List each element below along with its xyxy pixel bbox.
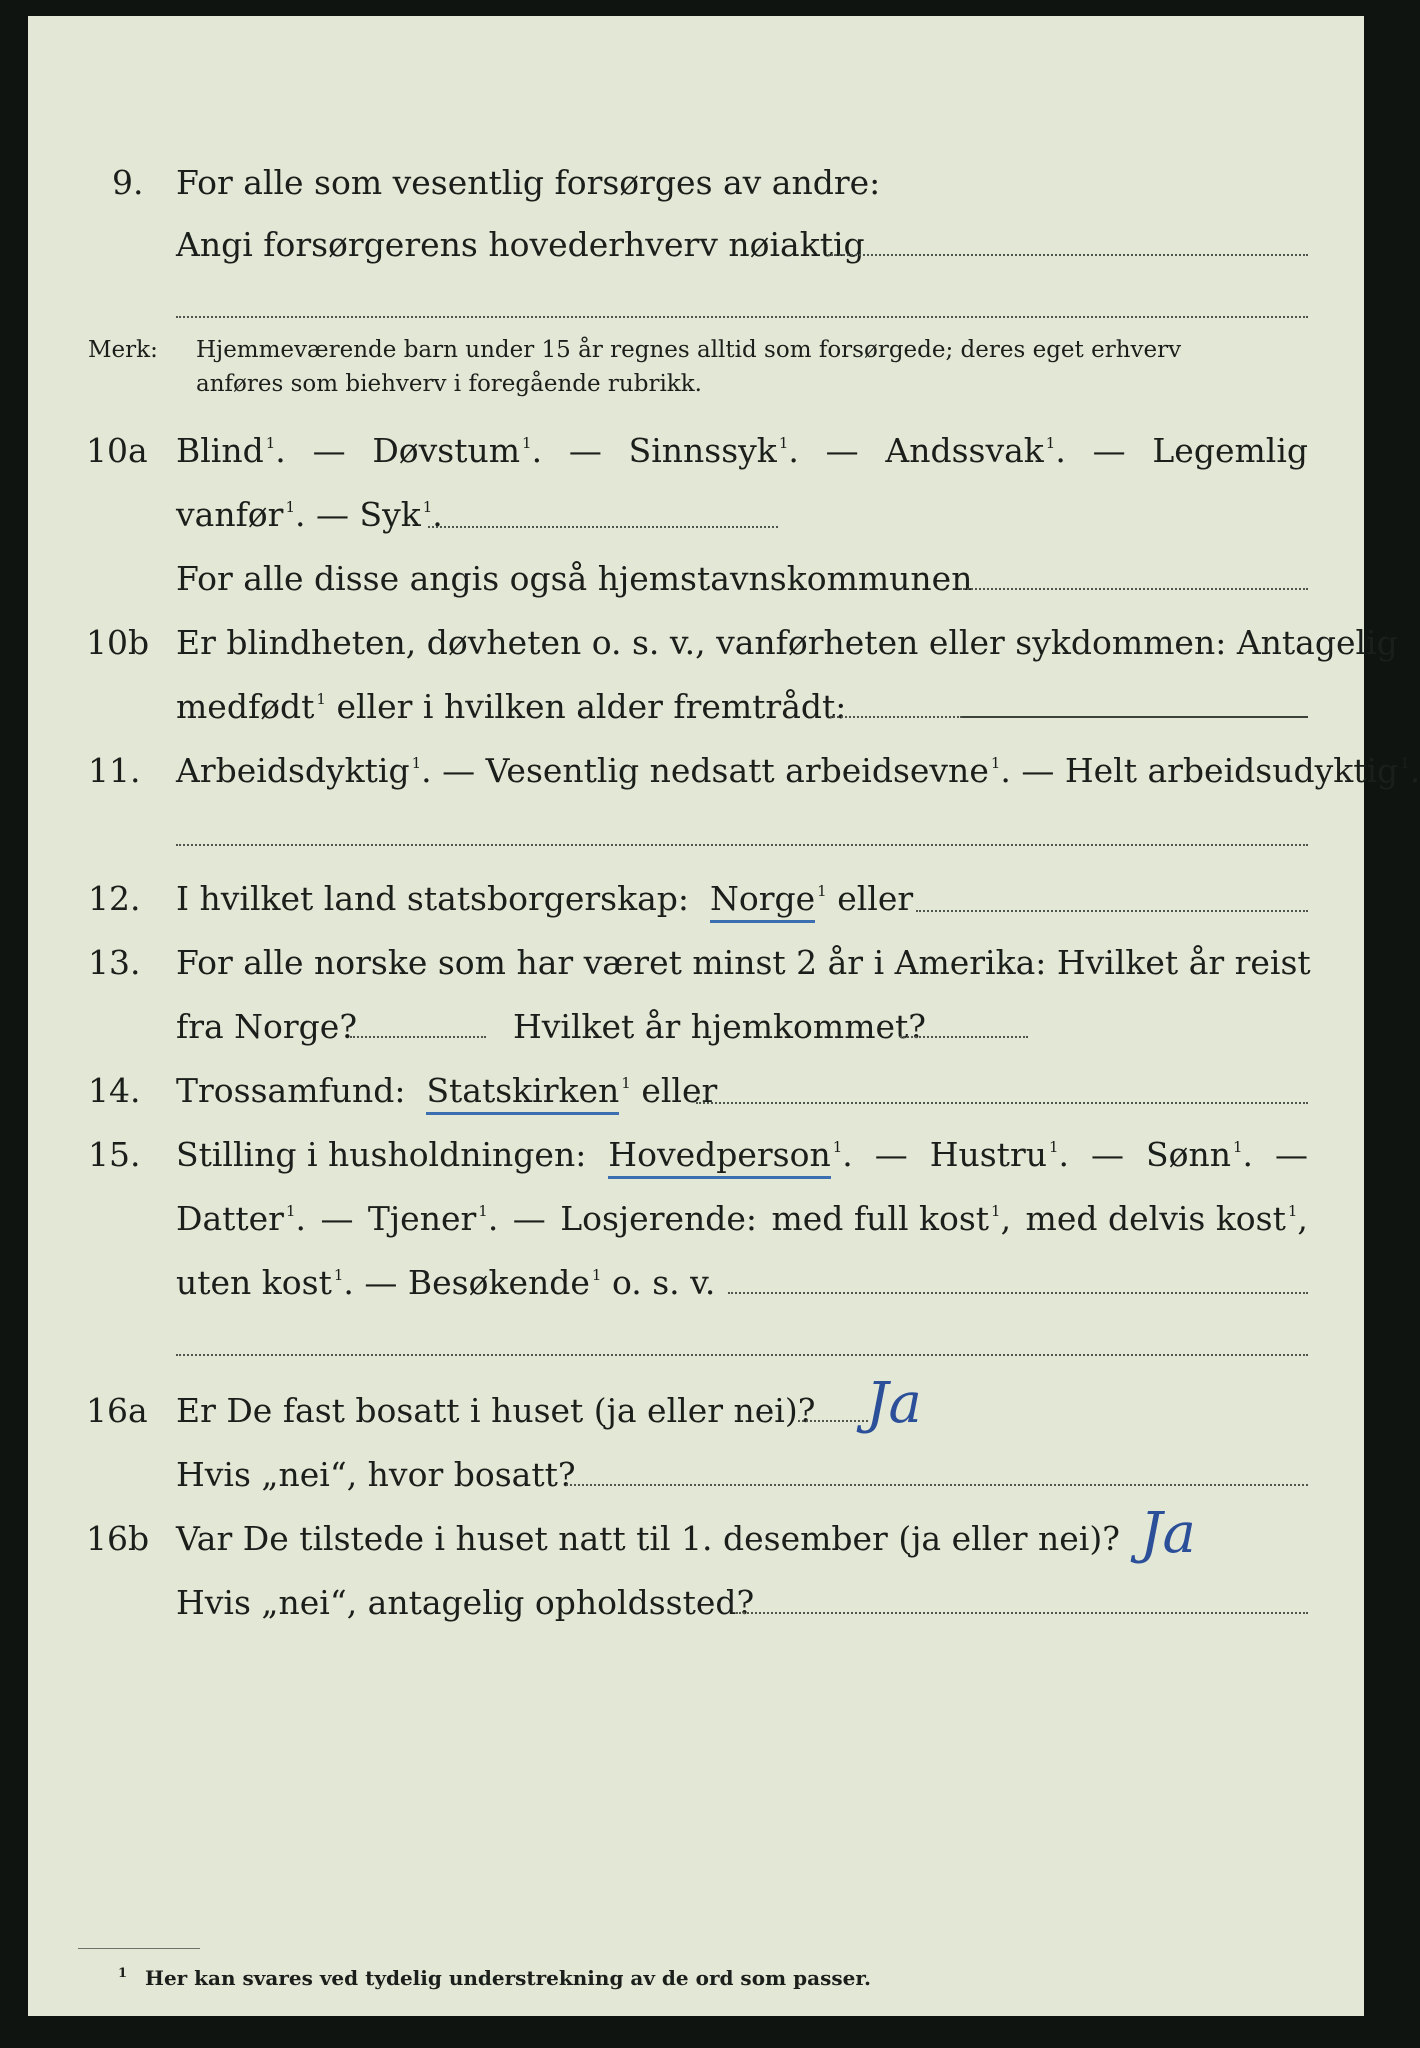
merk-line2: anføres som biehverv i foregående rubrikk. [196,371,702,397]
q9-line2: Angi forsørgerens hovederhverv nøiaktig [176,225,865,264]
q10a-syk-line[interactable] [428,526,778,528]
q15-tjener[interactable]: Tjener [367,1199,477,1238]
q15-line2: Datter $^1$. — Tjener $^1$. — Losjerende: med full kost $^1$, med delvis kost $^1$, [176,1199,1308,1238]
q10a-dovstum[interactable]: Døvstum [372,431,521,470]
q10a-number: 10a [86,431,148,470]
q9-line1: For alle som vesentlig forsørges av andre: [176,163,881,202]
q11-number: 11. [88,751,141,790]
merk-label: Merk: [88,337,158,363]
q10a-blind[interactable]: Blind [176,431,264,470]
q15-utenkost[interactable]: uten kost [176,1263,332,1302]
q16a-line1: Er De fast bosatt i huset (ja eller nei)? [176,1391,816,1430]
q15-number: 15. [88,1135,141,1174]
q12-number: 12. [88,879,141,918]
q9-number: 9. [112,163,144,202]
q13-hjem: Hvilket år hjemkommet? [513,1007,926,1046]
q10a-legemlig[interactable]: Legemlig [1152,431,1308,470]
q13-fra: fra Norge? [176,1007,358,1046]
q9-answer-line[interactable] [828,254,1308,256]
q11-nedsatt[interactable]: Vesentlig nedsatt arbeidsevne [485,751,989,790]
q16a-line2: Hvis „nei“, hvor bosatt? [176,1455,576,1494]
q16b-line1: Var De tilstede i huset natt til 1. desember (ja eller nei)? [176,1519,1120,1558]
q16b-handwritten-answer[interactable]: Ja [1140,1501,1196,1566]
q10a-line3: For alle disse angis også hjemstavnskommunen [176,559,973,598]
q13-number: 13. [88,943,141,982]
q13-reist-line[interactable] [350,1036,486,1038]
q12-line: I hvilket land statsborgerskap: Norge $^1$ eller [176,882,913,915]
q12-text: I hvilket land statsborgerskap: [176,879,690,918]
q15-line3: uten kost $^1$. — Besøkende $^1$ o. s. v. [176,1263,716,1302]
q12-answer-line[interactable] [916,910,1308,912]
q10b-medfodt[interactable]: medfødt [176,687,315,726]
q12-eller: eller [837,879,914,918]
q15-besokende[interactable]: Besøkende [407,1263,590,1302]
q11-arbeidsdyktig[interactable]: Arbeidsdyktig [176,751,410,790]
q16b-number: 16b [86,1519,150,1558]
q15-datter[interactable]: Datter [176,1199,284,1238]
q10a-line1: Blind $^1$. — Døvstum $^1$. — Sinnssyk $^1$. — Andssvak $^1$. — Legemlig [176,431,1308,470]
q10b-number: 10b [86,623,150,662]
q15-extra-line[interactable] [176,1354,1308,1356]
q15-text: Stilling i husholdningen: [176,1135,587,1174]
merk-line1: Hjemmeværende barn under 15 år regnes alltid som forsørgede; deres eget erhverv [196,337,1182,363]
footnote-text: Her kan svares ved tydelig understrekning av de ord som passer. [145,1966,872,1990]
q10b-line1: Er blindheten, døvheten o. s. v., vanførheten eller sykdommen: Antagelig [176,623,1398,662]
q15-delviskost[interactable]: med delvis kost [1025,1199,1286,1238]
q10a-sinnssyk[interactable]: Sinnssyk [628,431,777,470]
q13-hjem-line[interactable] [900,1036,1028,1038]
q15-hustru[interactable]: Hustru [929,1135,1047,1174]
q15-hovedperson[interactable]: Hovedperson [608,1135,830,1179]
q16b-opholdssted-line[interactable] [736,1612,1308,1614]
q10a-vanfor[interactable]: vanfør [176,495,284,534]
q11-udyktig[interactable]: Helt arbeidsudyktig [1064,751,1399,790]
q14-statskirken[interactable]: Statskirken [426,1071,619,1115]
q11-line1: Arbeidsdyktig $^1$. — Vesentlig nedsatt arbeidsevne $^1$. — Helt arbeidsudyktig $^1$. [176,751,1420,790]
q14-eller: eller [641,1071,718,1110]
footnote-rule [78,1948,200,1949]
q10b-line2-rest: eller i hvilken alder fremtrådt: [336,687,847,726]
q11-extra-line[interactable] [176,844,1308,846]
q10a-line2: vanfør $^1$. — Syk $^1$. [176,495,443,534]
q16a-handwritten-answer[interactable]: Ja [866,1371,922,1436]
q10b-answer-line[interactable] [962,716,1308,718]
q15-osv: o. s. v. [611,1263,716,1302]
q16a-number: 16a [86,1391,148,1430]
q10a-kommune-line[interactable] [960,588,1308,590]
q15-answer-line[interactable] [728,1292,1308,1294]
q12-norge[interactable]: Norge [710,879,815,923]
q9-extra-line[interactable] [176,316,1308,318]
q15-line1: Stilling i husholdningen: Hovedperson $^1$. — Hustru $^1$. — Sønn $^1$. — [176,1138,1308,1171]
q13-line1: For alle norske som har været minst 2 år i Amerika: Hvilket år reist [176,943,1311,982]
q15-fullkost[interactable]: med full kost [771,1199,990,1238]
census-form-page [28,16,1420,2016]
q10b-dot-line[interactable] [830,716,962,718]
q15-sonn[interactable]: Sønn [1145,1135,1231,1174]
q14-text: Trossamfund: [176,1071,406,1110]
q15-losjerende: Losjerende: [560,1199,758,1238]
q14-line: Trossamfund: Statskirken $^1$ eller [176,1074,717,1107]
q16a-bosatt-line[interactable] [566,1484,1308,1486]
q14-number: 14. [88,1071,141,1110]
q10a-syk[interactable]: Syk [359,495,421,534]
q14-answer-line[interactable] [696,1102,1308,1104]
q16a-answer-line[interactable] [798,1420,868,1422]
q10a-andssvak[interactable]: Andssvak [885,431,1044,470]
footnote-mark: 1 [118,1966,128,1981]
footnote [118,1966,871,1990]
q10b-line2: medfødt $^1$ eller i hvilken alder fremtrådt: [176,687,847,726]
q16b-line2: Hvis „nei“, antagelig opholdssted? [176,1583,755,1622]
